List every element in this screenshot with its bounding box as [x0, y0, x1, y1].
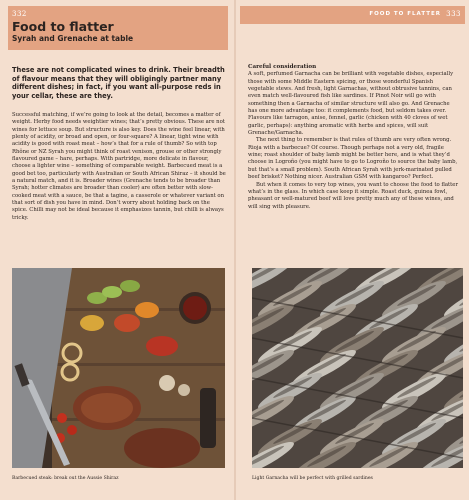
body-paragraph: But when it comes to very top wines, you want to choose the food to flatter what’s in the glass. In which case keep it simple. Roast duck, guinea fowl, pheasant or well-matured beef will love pretty much any of these wines, and will sing with pleasure. [248, 181, 458, 210]
body-column [12, 112, 226, 222]
photo-caption: Barbecued steak: break out the Aussie Shiraz [12, 476, 119, 481]
grilled-sardines-photo [252, 268, 463, 468]
grilled-sardines-illustration [252, 268, 463, 468]
running-head: FOOD TO FLATTER [369, 11, 441, 17]
photo-caption: Light Garnacha will be perfect with grilled sardines [252, 476, 373, 481]
section-heading: Careful consideration [248, 64, 317, 70]
barbecue-steak-photo [12, 268, 225, 468]
page-number: 333 [446, 10, 461, 18]
right-page [236, 0, 469, 500]
body-paragraph: A soft, perfumed Garnacha can be brilliant with vegetable dishes, especially those with some Middle Eastern spicing, or those wonderful Spanish vegetable stews. And fresh, light Garnachas, without obtrusive tannins, can even match well-flavoured fish like sardines. If Pinot Noir will go with something then a Garnacha of similar structure will also go. And Grenache has one more advantage too: it complements food, but seldom takes over. Flavours like tarragon, anise, fennel, garlic (chicken with 40 cloves of wet garlic, perhaps): anything aromatic with herbs and spices, will suit Grenache/Garnacha. [248, 71, 454, 137]
page-number: 332 [12, 10, 27, 18]
body-paragraph: Successful matching, if we’re going to look at the detail, becomes a matter of weight. Herby food needs weightier wines; that’s pretty obvious. These are not wines for lettuce soup. But structure is also key. Does the wine feel linear, with plenty of acidity, or broad and open, or four-square? A linear, tight wine with acidity is good with roast meat – how’s that for a rule of thumb? So with top Rhône or NZ Syrah you might think of roast venison, grouse or other strongly flavoured game – hare, perhaps. With partridge, more delicate in flavour, choose a lighter wine – something of comparable weight. Barbecued meat is a good bet too, particularly with Australian or South African Shiraz – it should be a natural match, and it is. Broader wines (Grenache tends to be broader than Syrah; hotter climates are broader than cooler) are often better with slow-cooked meat with a sauce, be that a tagine, a casserole or whatever variant on that sort of dish you have in mind. Don’t worry about holding back on the spice. Chilli may not be ideal because it emphasizes tannin, but chilli is always tricky. [12, 112, 226, 221]
body-paragraph: The next thing to remember is that rules of thumb are very often wrong. Rioja with a barbecue? Of course. Though perhaps not a very old, fragile wine; roast shoulder of baby lamb might be better here, and is what they’d choose in Logroño (you might have to go to Logroño to source the baby lamb, but that’s a small problem). South African Syrah with jerk-marinated pulled beef brisket? Nothing nicer. Australian GSM with kangaroo? Perfect. [248, 137, 458, 181]
left-page [0, 0, 234, 500]
page-title: Food to flatter [12, 19, 114, 34]
page-subtitle: Syrah and Grenache at table [12, 34, 134, 43]
intro-paragraph: These are not complicated wines to drink. Their breadth of flavour means that they will obligingly partner many different dishes; in fact, if you want all-purpose reds in your cellar, these are they. [12, 66, 225, 101]
barbecue-steak-illustration [12, 268, 225, 468]
body-column [248, 64, 460, 211]
